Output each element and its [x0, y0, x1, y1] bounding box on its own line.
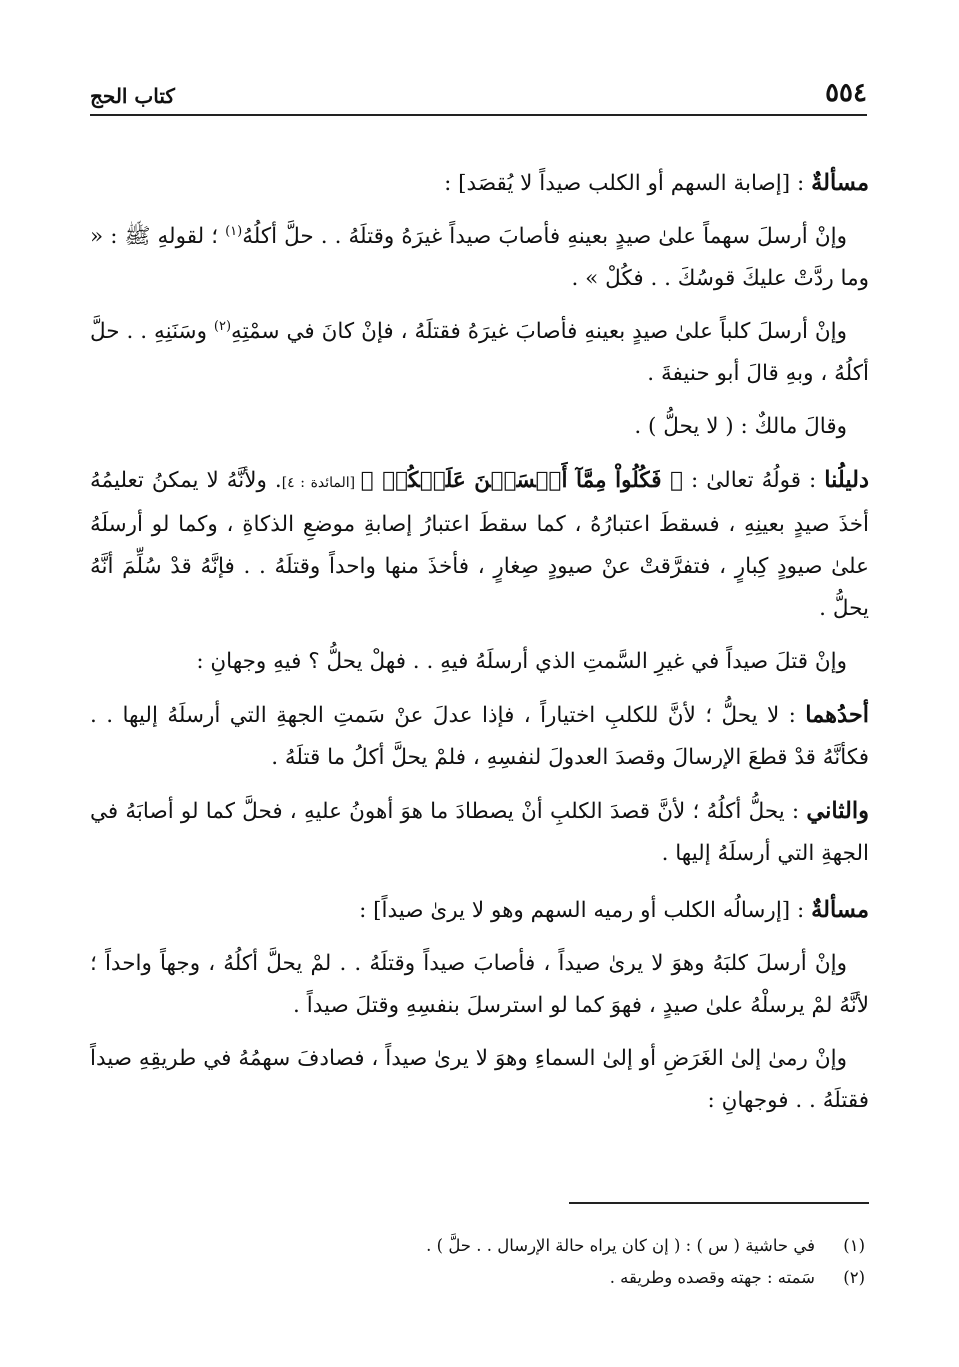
main-text	[90, 162, 869, 1133]
footnote-text: سَمته : جهته وقصده وطريقه .	[609, 1268, 815, 1287]
paragraph: أحدُهما : لا يحلُّ ؛ لأنَّ للكلبِ اختياراً ، فإذا عدلَ عنْ سَمتِ الجهةِ التي أرسلَهُ إليها . . فكأنَّهُ قدْ قطعَ الإرسالَ وقصدَ العدولَ لنفسِهِ ، فلمْ يحلَّ أكلُ ما قتلَهُ .	[90, 702, 869, 770]
section-title: : [إصابة السهم أو الكلب صيداً لا يُقصَد] :	[444, 171, 812, 196]
footnote-ref[interactable]: (٢)	[213, 318, 232, 334]
paragraph: وإنْ قتلَ صيداً في غيرِ السَّمتِ الذي أرسلَهُ فيهِ . . فهلْ يحلُّ ؟ فيهِ وجهانِ :	[196, 649, 847, 674]
footnotes	[90, 1230, 865, 1294]
paragraph: والثاني : يحلُّ أكلُهُ ؛ لأنَّ قصدَ الكلبِ أنْ يصطادَ ما هوَ أهونُ عليهِ ، فحلَّ كما لو أصابَهُ في الجهةِ التي أرسلَهُ إليها .	[90, 798, 869, 866]
footnote	[90, 1230, 865, 1262]
footnote-divider	[569, 1202, 869, 1204]
surah-reference: [المائدة : ٤]	[281, 475, 361, 491]
section-label: مسألةٌ	[811, 170, 869, 196]
paragraph: وإنْ رمىٰ إلىٰ الغَرَضِ أو إلىٰ السماءِ وهوَ لا يرىٰ صيداً ، فصادفَ سهمُهُ في طريقِهِ صيداً فقتلَهُ . . فوجهانِ :	[90, 1046, 869, 1113]
book-title: كتاب الحج	[90, 84, 175, 108]
paragraph-lead: أحدُهما	[805, 702, 869, 728]
paragraph: دليلُنا : قولُهُ تعالىٰ : ﴿ فَكُلُواْ مِمَّآ أَمۡسَكۡنَ عَلَيۡكُمۡ ﴾ [المائدة : ٤]. ولأنَّهُ لا يمكنُ تعليمُهُ أخذَ صيدٍ بعينِهِ ، فسقطَ اعتبارُهُ ، كما سقطَ اعتبارُ إصابةِ موضعِ الذكاةِ ، وكما لو أرسلَهُ علىٰ صيودٍ كِبارٍ ، فتفرَّقتْ عنْ صيودٍ صِغارٍ ، فأخذَ منها واحداً وقتلَهُ . . فإنَّهُ قدْ سُلِّمَ أنَّهُ يحلُّ .	[90, 467, 869, 621]
paragraph: وإنْ أرسلَ كلباً علىٰ صيدٍ بعينهِ فأصابَ غيرَهُ فقتلَهُ ، فإنْ كانَ في سمْتِهِ$^{(٢)}$ وسَنَنِهِ . . حلَّ أكلُهُ ، وبهِ قالَ أبو حنيفةَ .	[90, 318, 869, 386]
paragraph-lead: والثاني	[806, 798, 869, 824]
page-header	[90, 78, 867, 116]
section-title: : [إرسالُه الكلب أو رميه السهم وهو لا يرىٰ صيداً] :	[359, 898, 812, 923]
paragraph: وقالَ مالكٌ : ( لا يحلُّ ) .	[634, 414, 847, 439]
section-heading-2	[90, 889, 869, 932]
section-label: مسألةٌ	[811, 897, 869, 923]
footnote-number: (١)	[843, 1236, 865, 1255]
footnote	[90, 1262, 865, 1294]
paragraph: وإنْ أرسلَ سهماً علىٰ صيدٍ بعينهِ فأصابَ صيداً غيرَهُ وقتلَهُ . . حلَّ أكلُهُ$^{(١)}$ ؛ لقولهِ ﷺ : « وما ردَّتْ عليكَ قوسُكَ . . فكُلْ » .	[90, 223, 869, 291]
paragraph: وإنْ أرسلَ كلبَهُ وهوَ لا يرىٰ صيداً ، فأصابَ صيداً وقتلَهُ . . لمْ يحلَّ أكلُهُ ، وجهاً واحداً ؛ لأنَّهُ لمْ يرسلْهُ علىٰ صيدٍ ، فهوَ كما لو استرسلَ بنفسِهِ وقتلَ صيداً .	[90, 951, 869, 1018]
quran-verse: ﴿ فَكُلُواْ مِمَّآ أَمۡسَكۡنَ عَلَيۡكُمۡ ﴾	[360, 468, 684, 493]
page-number: ٥٥٤	[825, 78, 867, 108]
footnote-number: (٢)	[843, 1268, 865, 1287]
section-heading-1	[90, 162, 869, 205]
footnote-text: في حاشية ( س ) : ( إن كان يراه حالة الإرسال . . حلَّ ) .	[426, 1236, 815, 1255]
footnote-ref[interactable]: (١)	[225, 223, 243, 239]
paragraph-lead: دليلُنا	[824, 467, 869, 493]
